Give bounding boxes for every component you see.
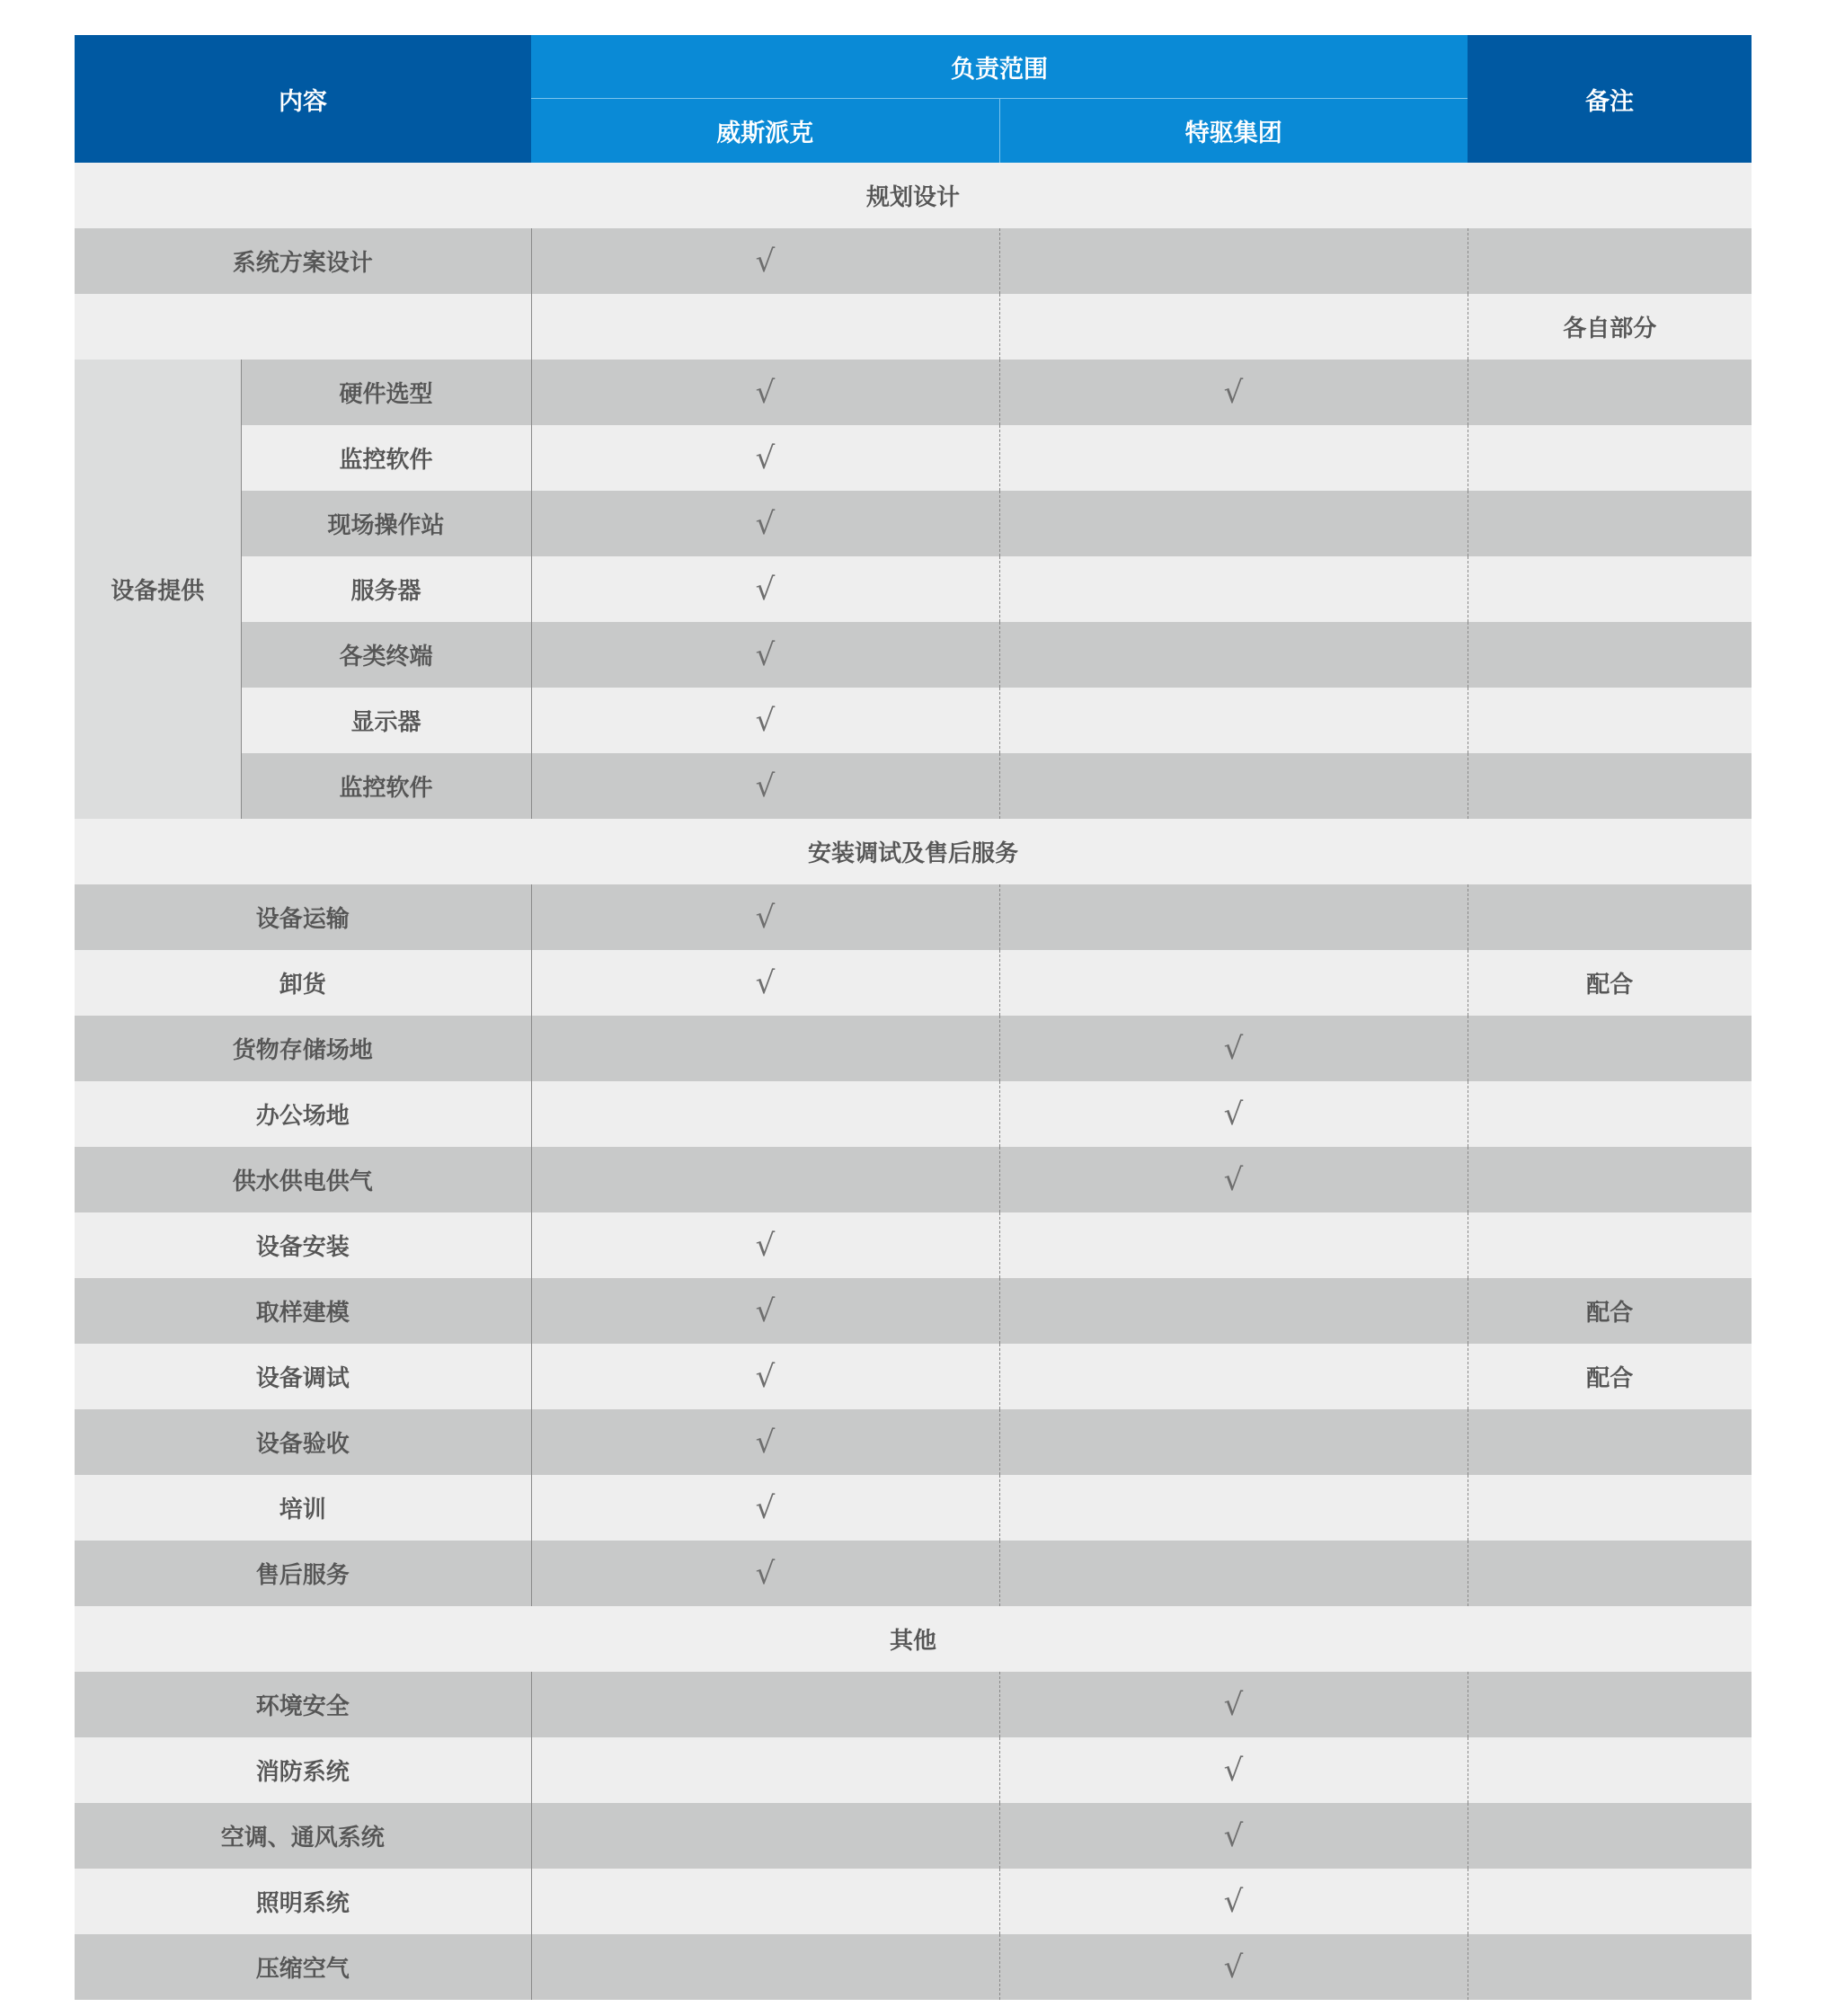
col-a-cell: [531, 425, 999, 491]
remark-cell: [1468, 1409, 1752, 1475]
remark-cell: [1468, 556, 1752, 622]
row-label: 卸货: [75, 950, 531, 1016]
col-b-cell: [999, 1475, 1468, 1541]
section-row: [75, 819, 1752, 884]
col-b-cell: [999, 622, 1468, 688]
row-label: 设备安装: [75, 1212, 531, 1278]
header-col-a: 威斯派克: [531, 99, 999, 164]
table-row: [75, 425, 1752, 491]
check-mark: √: [755, 768, 776, 804]
table-row: [75, 491, 1752, 556]
table-row: [75, 1016, 1752, 1081]
col-b-cell: [999, 1737, 1468, 1803]
col-b-cell: [999, 884, 1468, 950]
check-mark: √: [755, 374, 776, 411]
table-row: [75, 1869, 1752, 1934]
col-b-cell: [999, 753, 1468, 819]
col-b-cell: [999, 556, 1468, 622]
check-mark: √: [755, 1424, 776, 1461]
table-row: [75, 1672, 1752, 1737]
col-b-cell: [999, 491, 1468, 556]
table-row: [75, 1541, 1752, 1606]
row-label: 环境安全: [75, 1672, 531, 1737]
remark-cell: [1468, 1475, 1752, 1541]
col-a-cell: [531, 1541, 999, 1606]
row-label: 监控软件: [241, 425, 531, 491]
remark-cell: [1468, 1081, 1752, 1147]
table-row: [75, 622, 1752, 688]
col-a-cell: [531, 556, 999, 622]
remark-cell: [1468, 360, 1752, 425]
remark-cell: [1468, 1737, 1752, 1803]
table-row: [75, 360, 1752, 425]
check-mark: √: [755, 964, 776, 1001]
check-mark: √: [1223, 1752, 1244, 1789]
col-a-cell: [531, 1147, 999, 1212]
col-a-cell: [531, 1737, 999, 1803]
col-a-cell: [531, 1081, 999, 1147]
check-mark: √: [1223, 1161, 1244, 1198]
remark-cell: [1468, 1934, 1752, 2000]
check-mark: √: [755, 243, 776, 280]
remark-cell: 配合: [1468, 950, 1752, 1016]
check-mark: √: [1223, 374, 1244, 411]
check-mark: √: [1223, 1949, 1244, 1985]
col-b-cell: [999, 1147, 1468, 1212]
col-b-cell: [999, 688, 1468, 753]
table-header: [75, 35, 1752, 163]
remark-cell: [1468, 753, 1752, 819]
row-label: 货物存储场地: [75, 1016, 531, 1081]
check-mark: √: [755, 505, 776, 542]
header-content: 内容: [75, 35, 531, 163]
check-mark: √: [755, 636, 776, 673]
col-b-cell: [999, 425, 1468, 491]
header-scope: 负责范围: [531, 35, 1468, 99]
responsibility-table: [75, 35, 1752, 2000]
check-mark: √: [1223, 1817, 1244, 1854]
col-a-cell: [531, 1803, 999, 1869]
table-row: [75, 1344, 1752, 1409]
row-label: 设备调试: [75, 1344, 531, 1409]
col-b-cell: [999, 1344, 1468, 1409]
col-a-cell: [531, 360, 999, 425]
col-b-cell: [999, 1934, 1468, 2000]
check-mark: √: [1223, 1030, 1244, 1067]
col-a-cell: [531, 1869, 999, 1934]
remark-cell: [1468, 884, 1752, 950]
remark-cell: [1468, 622, 1752, 688]
row-label: 培训: [75, 1475, 531, 1541]
table-row: [75, 1081, 1752, 1147]
remark-cell: [1468, 1541, 1752, 1606]
section-row: [75, 163, 1752, 228]
remark-cell: 配合: [1468, 1344, 1752, 1409]
col-b-cell: [999, 1278, 1468, 1344]
remark-cell: [1468, 1869, 1752, 1934]
check-mark: √: [755, 702, 776, 739]
row-label: 售后服务: [75, 1541, 531, 1606]
table-row: [75, 294, 1752, 360]
col-b-cell: [999, 294, 1468, 360]
row-label: 取样建模: [75, 1278, 531, 1344]
col-b-cell: [999, 1541, 1468, 1606]
col-a-cell: [531, 1344, 999, 1409]
table-row: [75, 884, 1752, 950]
table-row: [75, 1934, 1752, 2000]
row-label: 供水供电供气: [75, 1147, 531, 1212]
col-a-cell: [531, 950, 999, 1016]
col-a-cell: [531, 622, 999, 688]
col-b-cell: [999, 1409, 1468, 1475]
col-a-cell: [531, 491, 999, 556]
row-label: 监控软件: [241, 753, 531, 819]
remark-cell: [1468, 688, 1752, 753]
col-a-cell: [531, 1934, 999, 2000]
remark-cell: [1468, 1016, 1752, 1081]
section-title: 其他: [75, 1606, 1752, 1672]
table-row: [75, 1212, 1752, 1278]
col-b-cell: [999, 1672, 1468, 1737]
check-mark: √: [755, 1227, 776, 1264]
remark-cell: [1468, 1672, 1752, 1737]
group-label: 设备提供: [75, 360, 241, 819]
section-title: 安装调试及售后服务: [75, 819, 1752, 884]
check-mark: √: [1223, 1686, 1244, 1723]
col-b-cell: [999, 1081, 1468, 1147]
remark-cell: [1468, 228, 1752, 294]
check-mark: √: [755, 1358, 776, 1395]
section-row: [75, 1606, 1752, 1672]
col-b-cell: [999, 228, 1468, 294]
remark-cell: 各自部分: [1468, 294, 1752, 360]
check-mark: √: [1223, 1096, 1244, 1132]
col-a-cell: [531, 884, 999, 950]
row-label: 各类终端: [241, 622, 531, 688]
table-row: [75, 950, 1752, 1016]
row-label: 设备验收: [75, 1409, 531, 1475]
row-label: 照明系统: [75, 1869, 531, 1934]
col-b-cell: [999, 1212, 1468, 1278]
table-row: [75, 1737, 1752, 1803]
row-label: 系统方案设计: [75, 228, 531, 294]
col-a-cell: [531, 1212, 999, 1278]
header-col-b: 特驱集团: [999, 99, 1468, 164]
col-b-cell: [999, 1803, 1468, 1869]
remark-cell: 配合: [1468, 1278, 1752, 1344]
check-mark: √: [755, 899, 776, 936]
remark-cell: [1468, 491, 1752, 556]
remark-cell: [1468, 1803, 1752, 1869]
table-row: [75, 1278, 1752, 1344]
col-b-cell: [999, 360, 1468, 425]
col-a-cell: [531, 1672, 999, 1737]
row-label: 办公场地: [75, 1081, 531, 1147]
col-a-cell: [531, 294, 999, 360]
check-mark: √: [755, 571, 776, 608]
col-a-cell: [531, 228, 999, 294]
header-remark: 备注: [1468, 35, 1752, 163]
col-a-cell: [531, 688, 999, 753]
remark-cell: [1468, 1147, 1752, 1212]
check-mark: √: [755, 440, 776, 476]
col-a-cell: [531, 1278, 999, 1344]
col-a-cell: [531, 1409, 999, 1475]
row-label: 硬件选型: [241, 360, 531, 425]
table-row: [75, 753, 1752, 819]
col-a-cell: [531, 1016, 999, 1081]
remark-cell: [1468, 425, 1752, 491]
row-label: 现场操作站: [241, 491, 531, 556]
check-mark: √: [755, 1292, 776, 1329]
table-row: [75, 1147, 1752, 1212]
table-row: [75, 1803, 1752, 1869]
table-row: [75, 688, 1752, 753]
row-label: 设备运输: [75, 884, 531, 950]
row-label: 空调、通风系统: [75, 1803, 531, 1869]
col-b-cell: [999, 1869, 1468, 1934]
table-row: [75, 556, 1752, 622]
col-a-cell: [531, 753, 999, 819]
check-mark: √: [755, 1555, 776, 1592]
col-b-cell: [999, 950, 1468, 1016]
col-b-cell: [999, 1016, 1468, 1081]
row-label: 服务器: [241, 556, 531, 622]
section-title: 规划设计: [75, 163, 1752, 228]
row-label: 显示器: [241, 688, 531, 753]
table-row: [75, 1409, 1752, 1475]
check-mark: √: [755, 1489, 776, 1526]
check-mark: √: [1223, 1883, 1244, 1920]
col-a-cell: [531, 1475, 999, 1541]
row-label: 压缩空气: [75, 1934, 531, 2000]
row-label: [75, 294, 531, 360]
table-row: [75, 1475, 1752, 1541]
table-row: [75, 228, 1752, 294]
remark-cell: [1468, 1212, 1752, 1278]
row-label: 消防系统: [75, 1737, 531, 1803]
